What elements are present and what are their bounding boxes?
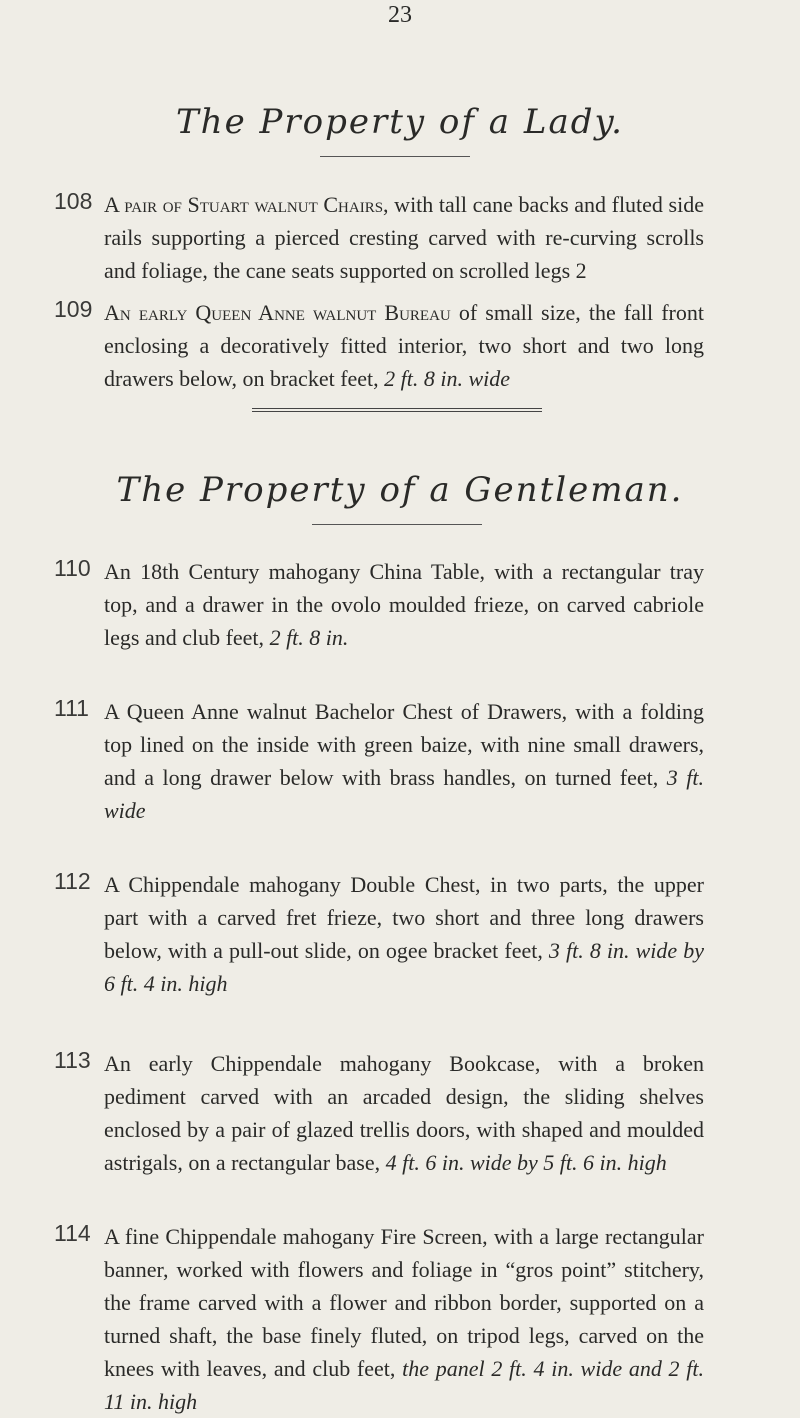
lot-description	[104, 188, 704, 287]
lot-body: of small size, the fall front enclosing a decoratively fitted interior, two short and two long drawers below, on bracket feet,	[104, 300, 704, 391]
lot-body: with tall cane backs and fluted side rails supporting a pierced cresting carved with re-curving scrolls and foliage, the cane seats supported on scrolled legs 2	[104, 192, 704, 283]
section-divider	[252, 408, 542, 412]
lot-lead: A pair of Stuart walnut Chairs,	[104, 192, 389, 217]
lot-lead: An early Queen Anne walnut Bureau	[104, 300, 451, 325]
title-underline	[320, 156, 470, 157]
lot-dimensions: 3 ft. wide	[104, 765, 704, 823]
lot-body: in two parts, the upper part with a carved fret frieze, two short and three long drawers below, with a pull-out slide, on ogee bracket feet,	[104, 872, 704, 963]
lot-lead: An early Chippendale mahogany Bookcase,	[104, 1051, 541, 1076]
lot-number: 112	[54, 868, 91, 894]
title-underline	[312, 524, 482, 525]
lot-body: with a large rectangular banner, worked with flowers and foliage in “gros point” stitchery, the frame carved with a flower and ribbon border, supported on a turned shaft, the base finely fluted, on tripod legs, carved on the knees with leaves, and club feet,	[104, 1224, 704, 1381]
lot-number: 111	[54, 695, 89, 721]
lot-description	[104, 296, 704, 395]
section-title-lady: The Property of a Lady.	[176, 102, 624, 142]
lot-dimensions: 2 ft. 8 in. wide	[384, 366, 511, 391]
lot-lead: A fine Chippendale mahogany Fire Screen,	[104, 1224, 488, 1249]
lot-number: 109	[54, 296, 93, 322]
lot-description	[104, 555, 704, 654]
lot-dimensions: 2 ft. 8 in.	[269, 625, 349, 650]
lot-number: 113	[54, 1047, 91, 1073]
lot-lead: A Chippendale mahogany Double Chest,	[104, 872, 481, 897]
lot-dimensions: 4 ft. 6 in. wide by 5 ft. 6 in. high	[385, 1150, 667, 1175]
section-title-gentleman: The Property of a Gentleman.	[116, 470, 684, 510]
lot-body: with a folding top lined on the inside with green baize, with nine small drawers, and a long drawer below with brass handles, on turned feet,	[104, 699, 704, 790]
lot-body: with a broken pediment carved with an arcaded design, the sliding shelves enclosed by a pair of glazed trellis doors, with shaped and moulded astrigals, on a rectangular base,	[104, 1051, 705, 1175]
lot-number: 114	[54, 1220, 91, 1246]
lot-dimensions: the panel 2 ft. 4 in. wide and 2 ft. 11 in. high	[104, 1356, 704, 1414]
lot-description	[104, 868, 704, 1000]
page-number: 23	[388, 2, 412, 28]
lot-body: with a rectangular tray top, and a drawer in the ovolo moulded frieze, on carved cabriole legs and club feet,	[104, 559, 705, 650]
lot-lead: An 18th Century mahogany China Table,	[104, 559, 485, 584]
lot-number: 108	[54, 188, 93, 214]
lot-dimensions: 3 ft. 8 in. wide by 6 ft. 4 in. high	[104, 938, 704, 996]
lot-lead: A Queen Anne walnut Bachelor Chest of Drawers,	[104, 699, 568, 724]
lot-number: 110	[54, 555, 91, 581]
lot-description	[104, 695, 704, 827]
lot-description	[104, 1047, 704, 1179]
lot-description	[104, 1220, 704, 1418]
